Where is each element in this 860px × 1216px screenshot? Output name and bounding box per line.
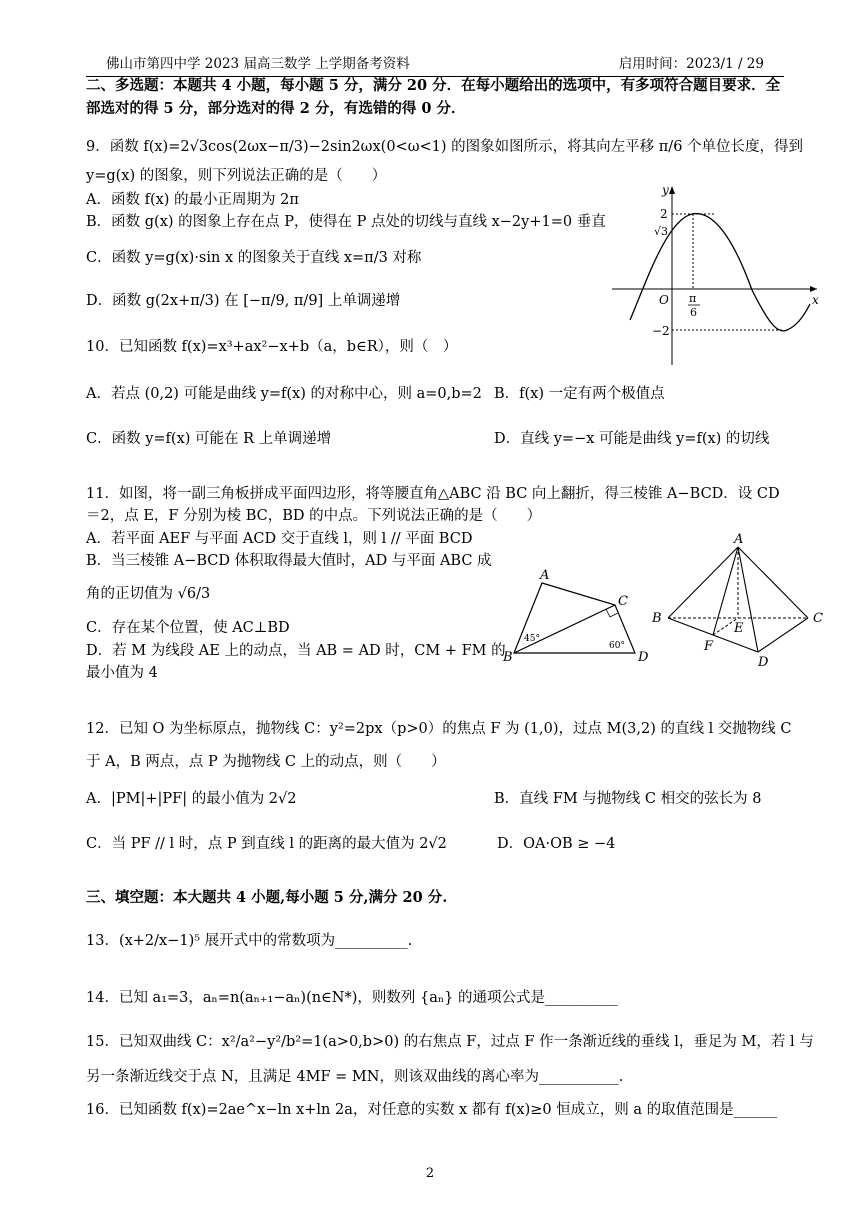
q12-option-b: B．直线 FM 与抛物线 C 相交的弦长为 8: [494, 791, 762, 807]
q9-option-b: B．函数 g(x) 的图象上存在点 P，使得在 P 点处的切线与直线 x−2y+1=0 垂直: [86, 214, 606, 230]
q11-option-d-2: 最小值为 4: [86, 665, 158, 681]
fig2-f: F: [704, 639, 714, 654]
q11-option-b-2: 角的正切值为 √6/3: [86, 586, 211, 602]
q10-stem: 10．已知函数 f(x)=x³+ax²−x+b（a，b∈R），则（ ）: [86, 339, 458, 355]
graph-label-x: x: [812, 293, 819, 307]
q11-option-b: B．当三棱锥 A−BCD 体积取得最大值时，AD 与平面 ABC 成: [86, 553, 492, 569]
q12-option-a: A．|PM|+|PF| 的最小值为 2√2: [86, 791, 297, 807]
q11-option-d: D．若 M 为线段 AE 上的动点，当 AB = AD 时，CM + FM 的: [86, 643, 506, 659]
graph-label-pi: π: [689, 292, 697, 305]
q15-2: 另一条渐近线交于点 N，且满足 4MF = MN，则该双曲线的离心率为___________.: [86, 1069, 624, 1085]
q12-stem: 12．已知 O 为坐标原点，抛物线 C：y²=2px（p>0）的焦点 F 为 (1,0)，过点 M(3,2) 的直线 l 交抛物线 C: [86, 721, 792, 737]
fig2-c: C: [813, 611, 823, 626]
q14: 14．已知 a₁=3，aₙ=n(aₙ₊₁−aₙ)(n∈N*)，则数列 {aₙ} 的通项公式是__________: [86, 990, 618, 1006]
q11-figure-pyramid: [648, 530, 833, 675]
q10-option-c: C．函数 y=f(x) 可能在 R 上单调递增: [86, 431, 332, 447]
q12-stem-2: 于 A，B 两点，点 P 为抛物线 C 上的动点，则（ ）: [86, 754, 446, 770]
page-number: 2: [425, 1166, 435, 1181]
q9-option-d: D．函数 g(2x+π/3) 在 [−π/9, π/9] 上单调递增: [86, 293, 401, 309]
q11-figure-planar: [500, 565, 660, 670]
fig2-b: B: [652, 611, 662, 626]
section2-title: 二、多选题：本题共 4 小题，每小题 5 分，满分 20 分．在每小题给出的选项中，有多项符合题目要求．全: [86, 77, 781, 94]
q11-stem: 11．如图，将一副三角板拼成平面四边形，将等腰直角△ABC 沿 BC 向上翻折，得三棱锥 A−BCD．设 CD: [86, 486, 780, 502]
section3-title: 三、填空题：本大题共 4 小题,每小题 5 分,满分 20 分.: [86, 889, 448, 906]
q12-option-d: D．OA·OB ≥ −4: [497, 836, 616, 852]
q13: 13．(x+2/x−1)⁵ 展开式中的常数项为__________.: [86, 933, 413, 949]
q9-stem-2: y=g(x) 的图象，则下列说法正确的是（ ）: [86, 168, 387, 184]
q16: 16．已知函数 f(x)=2ae^x−ln x+ln 2a，对任意的实数 x 都有 f(x)≥0 恒成立，则 a 的取值范围是______: [86, 1102, 778, 1118]
graph-label-6: 6: [690, 306, 697, 319]
graph-label-y: y: [662, 183, 669, 197]
header-right: 启用时间：2023/1 / 29: [618, 56, 764, 72]
q12-option-c: C．当 PF // l 时，点 P 到直线 l 的距离的最大值为 2√2: [86, 836, 447, 852]
q10-option-a: A．若点 (0,2) 可能是曲线 y=f(x) 的对称中心，则 a=0,b=2: [86, 386, 482, 402]
q11-option-c: C．存在某个位置，使 AC⊥BD: [86, 620, 290, 636]
graph-label-sqrt3: √3: [654, 225, 669, 238]
fig1-45: 45°: [524, 634, 540, 644]
fig2-e: E: [734, 621, 744, 636]
q9-stem: 9．函数 f(x)=2√3cos(2ωx−π/3)−2sin2ωx(0<ω<1) 的图象如图所示，将其向左平移 π/6 个单位长度，得到: [86, 139, 804, 155]
q11-stem-2: ＝2，点 E，F 分别为棱 BC，BD 的中点。下列说法正确的是（ ）: [86, 508, 542, 524]
page-header: [86, 52, 784, 77]
header-left: 佛山市第四中学 2023 届高三数学 上学期备考资料: [106, 56, 410, 72]
q15: 15．已知双曲线 C：x²/a²−y²/b²=1(a>0,b>0) 的右焦点 F，过点 F 作一条渐近线的垂线 l，垂足为 M，若 l 与: [86, 1034, 814, 1050]
q10-option-d: D．直线 y=−x 可能是曲线 y=f(x) 的切线: [494, 431, 770, 447]
graph-label-neg2: −2: [652, 324, 670, 338]
graph-label-origin: O: [659, 293, 669, 307]
fig1-c: C: [618, 594, 628, 609]
q11-option-a: A．若平面 AEF 与平面 ACD 交于直线 l，则 l // 平面 BCD: [86, 531, 473, 547]
fig2-a: A: [734, 532, 744, 547]
fig1-60: 60°: [609, 641, 625, 651]
q9-option-c: C．函数 y=g(x)·sin x 的图象关于直线 x=π/3 对称: [86, 250, 422, 266]
q9-option-a: A．函数 f(x) 的最小正周期为 2π: [86, 192, 299, 208]
fig1-b: B: [503, 650, 513, 665]
graph-label-2: 2: [660, 207, 668, 221]
fig1-a: A: [540, 568, 550, 583]
section2-title-2: 部选对的得 5 分，部分选对的得 2 分，有选错的得 0 分．: [86, 100, 466, 117]
q10-option-b: B．f(x) 一定有两个极值点: [494, 386, 665, 402]
fig2-d: D: [758, 655, 769, 670]
fig1-d: D: [638, 650, 649, 665]
